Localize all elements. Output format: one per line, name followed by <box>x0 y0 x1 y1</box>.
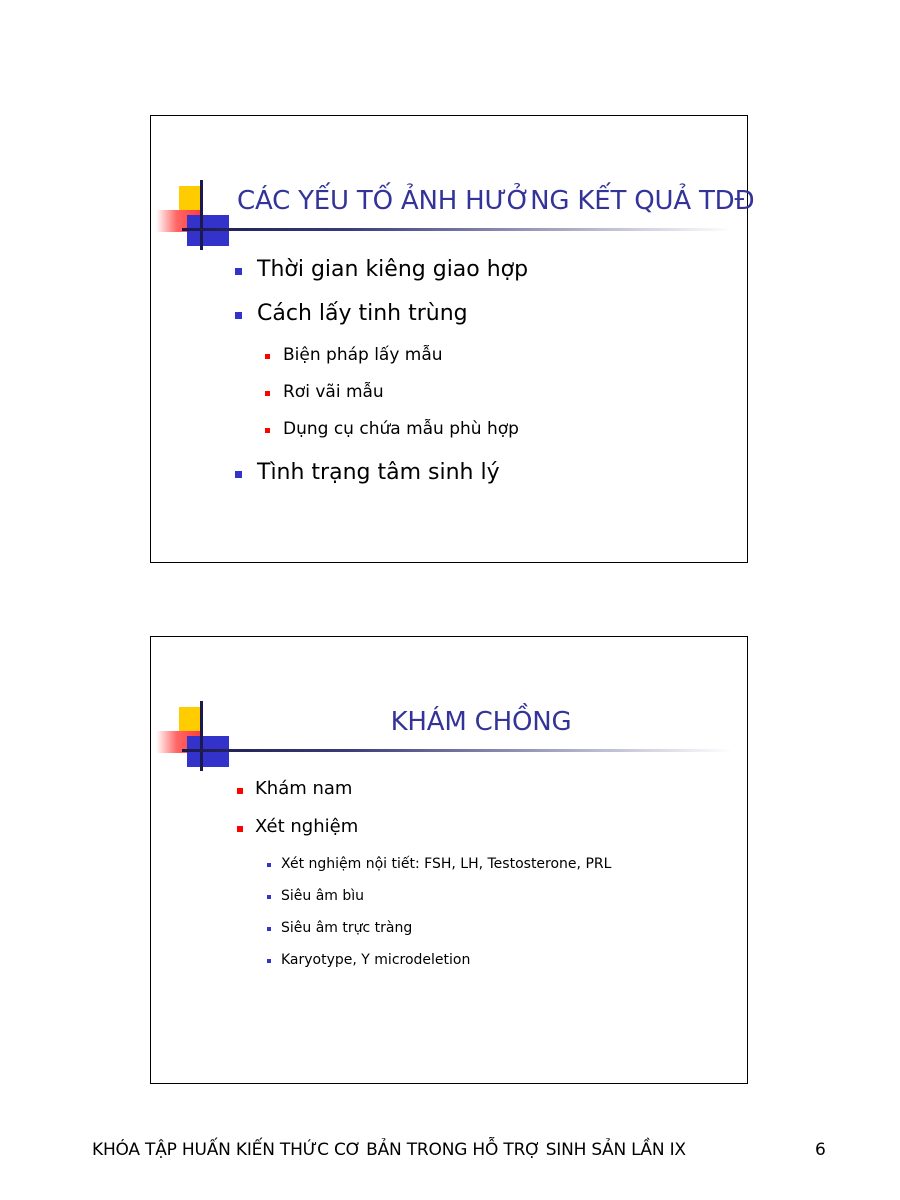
list-item <box>235 254 528 298</box>
sub-list-item-text: Biện pháp lấy mẫu <box>283 345 443 365</box>
sub-list-item-text: Siêu âm bìu <box>281 888 365 904</box>
slide-title: KHÁM CHỒNG <box>390 707 572 737</box>
bullet-list <box>235 254 528 501</box>
slide-title: CÁC YẾU TỐ ẢNH HƯỞNG KẾT QUẢ TDĐ <box>237 186 755 216</box>
square-bullet-icon <box>237 826 243 832</box>
list-item <box>235 298 528 342</box>
square-bullet-icon <box>267 927 271 931</box>
slide-logo-decoration <box>156 180 231 252</box>
sub-list-item-text: Karyotype, Y microdeletion <box>281 952 471 968</box>
sub-list-item <box>235 885 611 917</box>
sub-list-item <box>235 917 611 949</box>
list-item <box>235 775 611 813</box>
square-bullet-icon <box>235 471 242 478</box>
square-bullet-icon <box>265 391 270 396</box>
sub-list-item <box>235 949 611 981</box>
list-item-text: Tình trạng tâm sinh lý <box>257 460 500 485</box>
sub-list-item-text: Siêu âm trực tràng <box>281 920 413 936</box>
square-bullet-icon <box>235 312 242 319</box>
list-item-text: Khám nam <box>255 778 353 799</box>
list-item-text: Xét nghiệm <box>255 816 359 837</box>
list-item <box>235 457 528 501</box>
vertical-rule <box>200 180 203 250</box>
sub-list-item-text: Dụng cụ chứa mẫu phù hợp <box>283 419 519 439</box>
square-bullet-icon <box>267 895 271 899</box>
title-underline <box>182 749 732 752</box>
square-bullet-icon <box>265 354 270 359</box>
square-bullet-icon <box>267 959 271 963</box>
footer-text: KHÓA TẬP HUẤN KIẾN THỨC CƠ BẢN TRONG HỖ TRỢ SINH SẢN LẦN IX <box>92 1140 686 1160</box>
sub-list-item <box>235 379 528 416</box>
square-bullet-icon <box>237 788 243 794</box>
title-underline <box>182 228 732 231</box>
square-bullet-icon <box>267 863 271 867</box>
sub-list-item-text: Xét nghiệm nội tiết: FSH, LH, Testosterone, PRL <box>281 856 612 872</box>
list-item <box>235 813 611 851</box>
list-item-text: Thời gian kiêng giao hợp <box>257 257 529 282</box>
list-item-text: Cách lấy tinh trùng <box>257 301 468 326</box>
sub-list-item-text: Rơi vãi mẫu <box>283 382 384 402</box>
page-number: 6 <box>815 1140 826 1160</box>
slide-2 <box>150 636 748 1084</box>
slide-1 <box>150 115 755 563</box>
square-bullet-icon <box>235 268 242 275</box>
sub-list-item <box>235 416 528 453</box>
sub-list-item <box>235 853 611 885</box>
sub-list-item <box>235 342 528 379</box>
bullet-list <box>235 775 611 981</box>
square-bullet-icon <box>265 428 270 433</box>
yellow-square-shape <box>179 186 202 210</box>
